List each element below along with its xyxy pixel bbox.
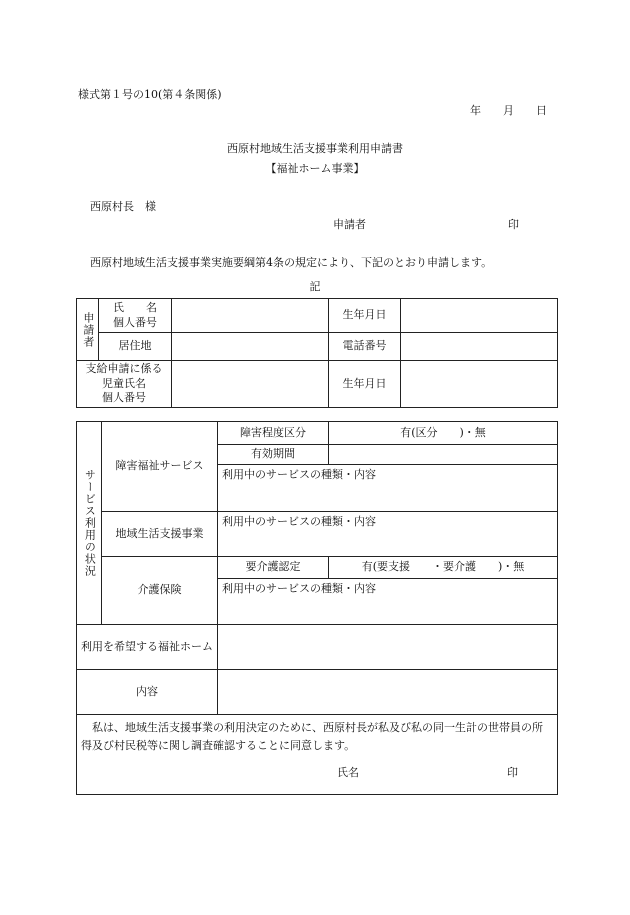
consent-cell bbox=[77, 715, 558, 795]
disability-level-value[interactable]: 有(区分 )・無 bbox=[329, 422, 558, 445]
applicant-label: 申請者 bbox=[333, 218, 366, 231]
date-month: 月 bbox=[503, 104, 514, 117]
content-field[interactable] bbox=[218, 670, 558, 715]
birth-label: 生年月日 bbox=[329, 299, 401, 333]
addressee: 西原村長 様 bbox=[90, 200, 156, 213]
date-year: 年 bbox=[470, 104, 481, 117]
id-label: 個人番号 bbox=[113, 315, 157, 329]
child-birth-field[interactable] bbox=[401, 361, 558, 408]
name-id-label-cell bbox=[99, 299, 172, 333]
child-label-line2: 児童氏名 bbox=[102, 376, 146, 390]
status-group-cell: サービス利用の状況 bbox=[77, 422, 102, 625]
ki-label: 記 bbox=[309, 280, 321, 293]
applicant-phone-field[interactable] bbox=[401, 333, 558, 361]
community-support-label: 地域生活支援事業 bbox=[102, 512, 218, 557]
intro-text: 西原村地域生活支援事業実施要綱第4条の規定により、下記のとおり申請します。 bbox=[90, 256, 493, 269]
child-birth-label: 生年月日 bbox=[329, 361, 401, 408]
child-label-cell bbox=[77, 361, 172, 408]
content-label: 内容 bbox=[77, 670, 218, 715]
disability-service-content[interactable]: 利用中のサービスの種類・内容 bbox=[218, 465, 558, 512]
date-day: 日 bbox=[536, 104, 547, 117]
service-table bbox=[76, 421, 558, 795]
care-service-content[interactable]: 利用中のサービスの種類・内容 bbox=[218, 579, 558, 625]
child-label-line3: 個人番号 bbox=[102, 391, 146, 405]
document-title: 西原村地域生活支援事業利用申請書 bbox=[227, 142, 403, 155]
care-cert-value[interactable]: 有(要支援 ・要介護 )・無 bbox=[329, 557, 558, 579]
valid-period-label: 有効期間 bbox=[218, 445, 329, 465]
address-label: 居住地 bbox=[99, 333, 172, 361]
valid-period-field[interactable] bbox=[329, 445, 558, 465]
date-line bbox=[470, 104, 547, 117]
applicant-name-field[interactable] bbox=[172, 299, 329, 333]
document-subtitle: 【福祉ホーム事業】 bbox=[265, 162, 365, 175]
applicant-seal: 印 bbox=[508, 218, 519, 231]
desired-home-field[interactable] bbox=[218, 625, 558, 670]
disability-level-label: 障害程度区分 bbox=[218, 422, 329, 445]
disability-service-label: 障害福祉サービス bbox=[102, 422, 218, 512]
applicant-table bbox=[76, 298, 558, 408]
child-name-field[interactable] bbox=[172, 361, 329, 408]
signature-name-label: 氏名 bbox=[337, 766, 359, 779]
applicant-address-field[interactable] bbox=[172, 333, 329, 361]
consent-text: 私は、地域生活支援事業の利用決定のために、西原村長が私及び私の同一生計の世帯員の所得及び村民税等に関し調査確認することに同意します。 bbox=[81, 721, 543, 752]
form-number: 様式第１号の10(第４条関係) bbox=[78, 88, 222, 101]
community-support-content[interactable]: 利用中のサービスの種類・内容 bbox=[218, 512, 558, 557]
child-label-line1: 支給申請に係る bbox=[85, 361, 163, 375]
phone-label: 電話番号 bbox=[329, 333, 401, 361]
signature-seal: 印 bbox=[507, 766, 518, 779]
name-label: 氏 名 bbox=[113, 300, 157, 314]
applicant-birth-field[interactable] bbox=[401, 299, 558, 333]
applicant-group-cell: 申請者 bbox=[77, 299, 99, 361]
care-insurance-label: 介護保険 bbox=[102, 557, 218, 625]
desired-home-label: 利用を希望する福祉ホーム bbox=[77, 625, 218, 670]
care-cert-label: 要介護認定 bbox=[218, 557, 329, 579]
